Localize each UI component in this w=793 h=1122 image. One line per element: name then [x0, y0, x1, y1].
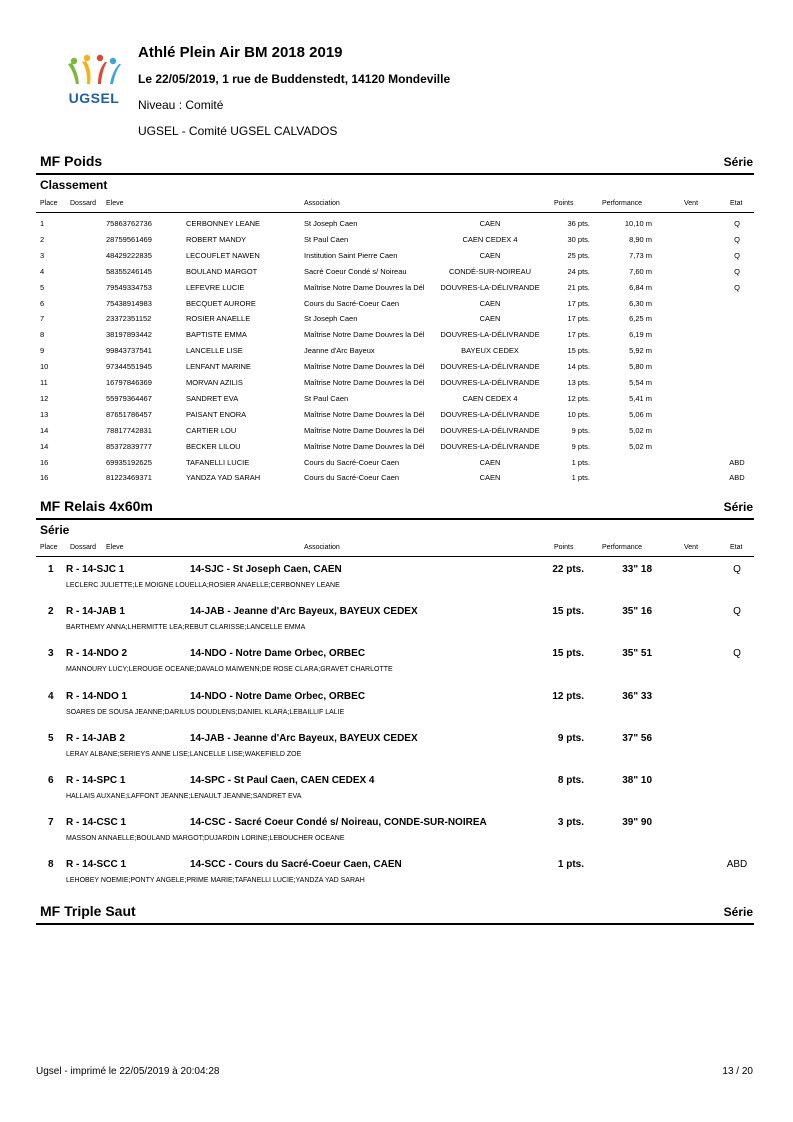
relay-code: R - 14-SPC 1 — [66, 775, 126, 786]
page-title: Athlé Plein Air BM 2018 2019 — [138, 44, 343, 61]
row-points: 1 pts. — [571, 473, 590, 483]
row-points: 25 pts. — [567, 250, 590, 260]
row-points: 9 pts. — [571, 441, 590, 451]
row-points: 21 pts. — [567, 282, 590, 292]
row-athlete-id: 58355246145 — [106, 266, 152, 276]
row-points: 24 pts. — [567, 266, 590, 276]
row-association: Maîtrise Notre Dame Douvres la Dél — [304, 425, 425, 435]
relay-performance: 35" 16 — [622, 606, 652, 618]
relay-place: 5 — [48, 732, 54, 744]
header-rule — [36, 212, 754, 213]
section-divider — [36, 173, 754, 175]
event-level: Niveau : Comité — [138, 98, 224, 112]
row-place: 2 — [40, 234, 45, 244]
row-athlete-name: TAFANELLI LUCIE — [186, 457, 250, 467]
relay-team-name: 14-SPC - St Paul Caen, CAEN CEDEX 4 — [190, 775, 375, 786]
table-row — [36, 410, 754, 426]
row-association: St Joseph Caen — [304, 219, 358, 228]
relay-team-row — [36, 648, 754, 688]
row-association: Maîtrise Notre Dame Douvres la Dél — [304, 441, 425, 451]
row-athlete-name: MORVAN AZILIS — [186, 378, 243, 387]
row-athlete-name: BOULAND MARGOT — [186, 266, 258, 276]
row-association: Maîtrise Notre Dame Douvres la Dél — [304, 378, 425, 387]
relay-members: BARTHEMY ANNA;LHERMITTE LEA;REBUT CLARISSE;LANCELLE EMMA — [66, 624, 306, 632]
relay-place: 1 — [48, 564, 54, 575]
table-row — [36, 442, 754, 458]
row-athlete-id: 78817742831 — [106, 425, 152, 435]
relay-code: R - 14-CSC 1 — [66, 817, 127, 829]
relay-points: 22 pts. — [552, 564, 584, 575]
row-place: 5 — [40, 282, 45, 292]
relay-place: 6 — [48, 775, 54, 786]
relay-performance: 39" 90 — [622, 817, 652, 829]
row-association: Maîtrise Notre Dame Douvres la Dél — [304, 362, 425, 372]
table-row — [36, 235, 754, 251]
relay-code: R - 14-SCC 1 — [66, 859, 127, 871]
relay-team-row — [36, 817, 754, 857]
row-place: 4 — [40, 266, 45, 276]
row-performance: 6,25 m — [629, 314, 652, 324]
col-points: Points — [554, 544, 574, 551]
row-athlete-name: LEFEVRE LUCIE — [186, 282, 245, 292]
row-place: 12 — [40, 393, 49, 403]
row-association: Jeanne d'Arc Bayeux — [304, 346, 375, 356]
row-points: 30 pts. — [567, 234, 590, 244]
row-athlete-id: 87651786457 — [106, 409, 152, 419]
row-athlete-id: 69935192625 — [106, 457, 152, 467]
col-performance: Performance — [602, 544, 643, 551]
relay-team-name: 14-NDO - Notre Dame Orbec, ORBEC — [190, 648, 366, 660]
col-eleve: Eleve — [106, 544, 124, 551]
row-performance: 5,80 m — [629, 362, 652, 372]
row-association: Maîtrise Notre Dame Douvres la Dél — [304, 330, 425, 340]
table-row — [36, 283, 754, 299]
row-place: 1 — [40, 219, 45, 228]
row-athlete-id: 97344551945 — [106, 362, 152, 372]
row-city: DOUVRES-LA-DÉLIVRANDE — [440, 378, 540, 387]
row-athlete-id: 75863762736 — [106, 219, 152, 228]
table-row — [36, 219, 754, 235]
row-athlete-name: LENFANT MARINE — [186, 362, 251, 372]
row-athlete-id: 79549334753 — [106, 282, 152, 292]
relay-code: R - 14-NDO 1 — [66, 690, 128, 702]
header-rule — [36, 556, 754, 557]
table-row — [36, 473, 754, 489]
row-athlete-name: BECKER LILOU — [186, 441, 241, 451]
col-vent: Vent — [684, 200, 699, 207]
row-place: 13 — [40, 409, 49, 419]
section-serie-relais: Série — [723, 500, 753, 514]
row-place: 7 — [40, 314, 45, 324]
relay-code: R - 14-SJC 1 — [66, 564, 125, 575]
relay-team-row — [36, 691, 754, 731]
row-points: 10 pts. — [567, 409, 590, 419]
row-points: 14 pts. — [567, 362, 590, 372]
row-association: Cours du Sacré-Coeur Caen — [304, 473, 400, 483]
relay-performance: 38" 10 — [622, 775, 652, 786]
relay-performance: 36" 33 — [622, 690, 652, 702]
row-points: 36 pts. — [567, 219, 590, 228]
section-serie-triple-saut: Série — [723, 905, 753, 919]
table-row — [36, 251, 754, 267]
row-athlete-name: LECOUFLET NAWEN — [186, 250, 260, 260]
col-eleve: Eleve — [106, 200, 124, 207]
relay-place: 4 — [48, 690, 54, 702]
section-divider — [36, 923, 754, 925]
row-association: Sacré Coeur Condé s/ Noireau — [304, 266, 407, 276]
col-dossard: Dossard — [70, 200, 97, 207]
relay-team-row — [36, 733, 754, 773]
row-association: Institution Saint Pierre Caen — [304, 250, 398, 260]
relay-place: 7 — [48, 817, 54, 829]
relay-status: Q — [733, 648, 741, 660]
row-performance: 10,10 m — [624, 219, 652, 228]
row-city: CAEN — [479, 219, 501, 228]
table-row — [36, 458, 754, 474]
row-athlete-name: BAPTISTE EMMA — [186, 330, 247, 340]
col-points: Points — [554, 200, 574, 207]
row-association: Cours du Sacré-Coeur Caen — [304, 298, 400, 308]
col-association: Association — [304, 544, 340, 551]
row-city: DOUVRES-LA-DÉLIVRANDE — [440, 441, 540, 451]
subheading-classement: Classement — [40, 178, 108, 192]
subheading-serie: Série — [40, 523, 70, 537]
table-row — [36, 314, 754, 330]
table-row — [36, 394, 754, 410]
row-city: CAEN — [479, 298, 501, 308]
row-points: 15 pts. — [567, 346, 590, 356]
relay-team-name: 14-NDO - Notre Dame Orbec, ORBEC — [190, 690, 366, 702]
relay-members: LERAY ALBANE;SERIEYS ANNE LISE;LANCELLE LISE;WAKEFIELD ZOE — [66, 750, 302, 758]
col-vent: Vent — [684, 544, 699, 551]
row-athlete-name: CERBONNEY LEANE — [186, 219, 261, 228]
row-city: CAEN — [479, 250, 501, 260]
row-status: Q — [734, 266, 740, 276]
relay-status: Q — [733, 606, 741, 618]
row-athlete-name: CARTIER LOU — [186, 425, 237, 435]
row-city: DOUVRES-LA-DÉLIVRANDE — [440, 330, 540, 340]
row-city: DOUVRES-LA-DÉLIVRANDE — [440, 409, 540, 419]
row-status: Q — [734, 250, 740, 260]
table-row — [36, 299, 754, 315]
row-athlete-name: LANCELLE LISE — [186, 346, 243, 356]
row-association: St Paul Caen — [304, 234, 349, 244]
relay-team-row — [36, 564, 754, 604]
relay-points: 3 pts. — [557, 817, 584, 829]
table-row — [36, 378, 754, 394]
row-athlete-id: 55979364467 — [106, 393, 152, 403]
row-performance: 8,90 m — [629, 234, 652, 244]
relay-team-name: 14-SJC - St Joseph Caen, CAEN — [190, 564, 342, 575]
relay-points: 1 pts. — [557, 859, 584, 871]
relay-place: 8 — [48, 859, 54, 871]
row-city: DOUVRES-LA-DÉLIVRANDE — [440, 362, 540, 372]
row-athlete-id: 28759561469 — [106, 234, 152, 244]
relay-members: SOARES DE SOUSA JEANNE;DARILUS DOUDLENS;DANIEL KLARA;LEBAILLIF LALIE — [66, 708, 345, 716]
row-association: Maîtrise Notre Dame Douvres la Dél — [304, 282, 425, 292]
row-athlete-id: 38197893442 — [106, 330, 152, 340]
row-points: 12 pts. — [567, 393, 590, 403]
table-row — [36, 346, 754, 362]
row-athlete-id: 16797846369 — [106, 378, 152, 387]
relay-code: R - 14-NDO 2 — [66, 648, 128, 660]
row-performance: 7,60 m — [629, 266, 652, 276]
row-athlete-name: BECQUET AURORE — [186, 298, 256, 308]
row-performance: 5,02 m — [629, 441, 652, 451]
ugsel-logo — [60, 52, 128, 112]
relay-team-name: 14-JAB - Jeanne d'Arc Bayeux, BAYEUX CEDEX — [190, 606, 418, 618]
relay-points: 15 pts. — [552, 648, 584, 660]
row-city: BAYEUX CEDEX — [461, 346, 519, 356]
row-points: 1 pts. — [571, 457, 590, 467]
row-athlete-name: YANDZA YAD SARAH — [186, 473, 261, 483]
relay-members: MANNOURY LUCY;LEROUGE OCEANE;DAVALO MAIWENN;DE ROSE CLARA;GRAVET CHARLOTTE — [66, 666, 393, 674]
col-etat: Etat — [730, 544, 743, 551]
row-points: 13 pts. — [567, 378, 590, 387]
col-place: Place — [40, 544, 58, 551]
table-row — [36, 426, 754, 442]
relay-code: R - 14-JAB 2 — [66, 732, 125, 744]
relay-members: MASSON ANNAELLE;BOULAND MARGOT;DUJARDIN LORINE;LEBOUCHER OCEANE — [66, 835, 345, 843]
row-place: 8 — [40, 330, 45, 340]
col-place: Place — [40, 200, 58, 207]
row-performance: 5,92 m — [629, 346, 652, 356]
row-association: St Joseph Caen — [304, 314, 358, 324]
row-performance: 5,41 m — [629, 393, 652, 403]
row-performance: 6,84 m — [629, 282, 652, 292]
row-performance: 5,06 m — [629, 409, 652, 419]
relay-status: ABD — [726, 859, 748, 871]
section-title-triple-saut: MF Triple Saut — [40, 903, 136, 919]
relay-team-name: 14-CSC - Sacré Coeur Condé s/ Noireau, CONDÉ-SUR-NOIREA — [190, 817, 487, 829]
athletes-icon — [60, 52, 128, 92]
relay-points: 9 pts. — [557, 732, 584, 744]
logo-wordmark: UGSEL — [68, 90, 120, 106]
row-association: St Paul Caen — [304, 393, 349, 403]
row-status: Q — [734, 219, 740, 228]
section-serie-poids: Série — [723, 155, 753, 169]
row-city: CAEN CEDEX 4 — [462, 393, 518, 403]
relay-performance: 35" 51 — [622, 648, 652, 660]
col-dossard: Dossard — [70, 544, 97, 551]
section-title-relais: MF Relais 4x60m — [40, 498, 153, 514]
relay-team-name: 14-JAB - Jeanne d'Arc Bayeux, BAYEUX CEDEX — [190, 732, 418, 744]
row-performance: 6,19 m — [629, 330, 652, 340]
relay-points: 8 pts. — [557, 775, 584, 786]
row-city: CONDÉ-SUR-NOIREAU — [448, 266, 532, 276]
row-performance: 6,30 m — [629, 298, 652, 308]
row-city: CAEN CEDEX 4 — [462, 234, 518, 244]
row-association: Cours du Sacré-Coeur Caen — [304, 457, 400, 467]
row-status: Q — [734, 234, 740, 244]
relay-code: R - 14-JAB 1 — [66, 606, 125, 618]
print-timestamp: Ugsel - imprimé le 22/05/2019 à 20:04:28 — [36, 1066, 220, 1077]
row-athlete-id: 99843737541 — [106, 346, 152, 356]
row-place: 9 — [40, 346, 45, 356]
row-athlete-id: 48429222835 — [106, 250, 152, 260]
row-place: 3 — [40, 250, 45, 260]
col-association: Association — [304, 200, 340, 207]
relay-team-row — [36, 859, 754, 899]
row-athlete-id: 81223469371 — [106, 473, 152, 483]
row-status: Q — [734, 282, 740, 292]
row-athlete-name: ROSIER ANAELLE — [186, 314, 251, 324]
relay-members: HALLAIS AUXANE;LAFFONT JEANNE;LENAULT JEANNE;SANDRET EVA — [66, 793, 302, 800]
section-divider — [36, 518, 754, 520]
row-points: 17 pts. — [567, 298, 590, 308]
row-place: 11 — [40, 378, 48, 387]
row-points: 17 pts. — [567, 314, 590, 324]
relay-team-name: 14-SCC - Cours du Sacré-Coeur Caen, CAEN — [190, 859, 402, 871]
row-status: ABD — [729, 457, 745, 467]
row-athlete-id: 75438914983 — [106, 298, 152, 308]
row-place: 10 — [40, 362, 49, 372]
row-place: 16 — [40, 473, 49, 483]
relay-points: 12 pts. — [552, 690, 584, 702]
section-title-poids: MF Poids — [40, 153, 103, 169]
row-performance: 5,02 m — [629, 425, 652, 435]
relay-performance: 33" 18 — [622, 564, 652, 575]
row-points: 17 pts. — [567, 330, 590, 340]
event-organisation: UGSEL - Comité UGSEL CALVADOS — [138, 124, 338, 138]
row-place: 6 — [40, 298, 45, 308]
relay-team-row — [36, 606, 754, 646]
col-etat: Etat — [730, 200, 743, 207]
table-row — [36, 362, 754, 378]
row-place: 14 — [40, 425, 49, 435]
row-city: DOUVRES-LA-DÉLIVRANDE — [440, 425, 540, 435]
row-athlete-name: SANDRET EVA — [186, 393, 239, 403]
row-points: 9 pts. — [571, 425, 590, 435]
event-date-location: Le 22/05/2019, 1 rue de Buddenstedt, 14120 Mondeville — [138, 72, 451, 86]
row-status: ABD — [729, 473, 745, 483]
table-row — [36, 330, 754, 346]
relay-members: LEHOBEY NOEMIE;PONTY ANGELE;PRIME MARIE;TAFANELLI LUCIE;YANDZA YAD SARAH — [66, 877, 365, 885]
col-performance: Performance — [602, 200, 643, 207]
row-city: CAEN — [479, 473, 501, 483]
row-city: CAEN — [479, 457, 501, 467]
relay-members: LECLERC JULIETTE;LE MOIGNE LOUELLA;ROSIER ANAELLE;CERBONNEY LEANE — [66, 582, 340, 589]
row-place: 14 — [40, 441, 49, 451]
relay-place: 3 — [48, 648, 54, 660]
row-athlete-name: ROBERT MANDY — [186, 234, 247, 244]
row-city: CAEN — [479, 314, 501, 324]
relay-team-row — [36, 775, 754, 815]
row-city: DOUVRES-LA-DÉLIVRANDE — [440, 282, 540, 292]
relay-points: 15 pts. — [552, 606, 584, 618]
relay-place: 2 — [48, 606, 54, 618]
row-performance: 7,73 m — [629, 250, 652, 260]
row-athlete-id: 85372839777 — [106, 441, 152, 451]
relay-performance: 37" 56 — [622, 732, 652, 744]
relay-status: Q — [733, 564, 741, 575]
table-row — [36, 267, 754, 283]
row-performance: 5,54 m — [629, 378, 652, 387]
row-athlete-id: 23372351152 — [106, 314, 152, 324]
row-athlete-name: PAISANT ENORA — [186, 409, 247, 419]
row-place: 16 — [40, 457, 49, 467]
page-number: 13 / 20 — [722, 1066, 753, 1077]
row-association: Maîtrise Notre Dame Douvres la Dél — [304, 409, 425, 419]
